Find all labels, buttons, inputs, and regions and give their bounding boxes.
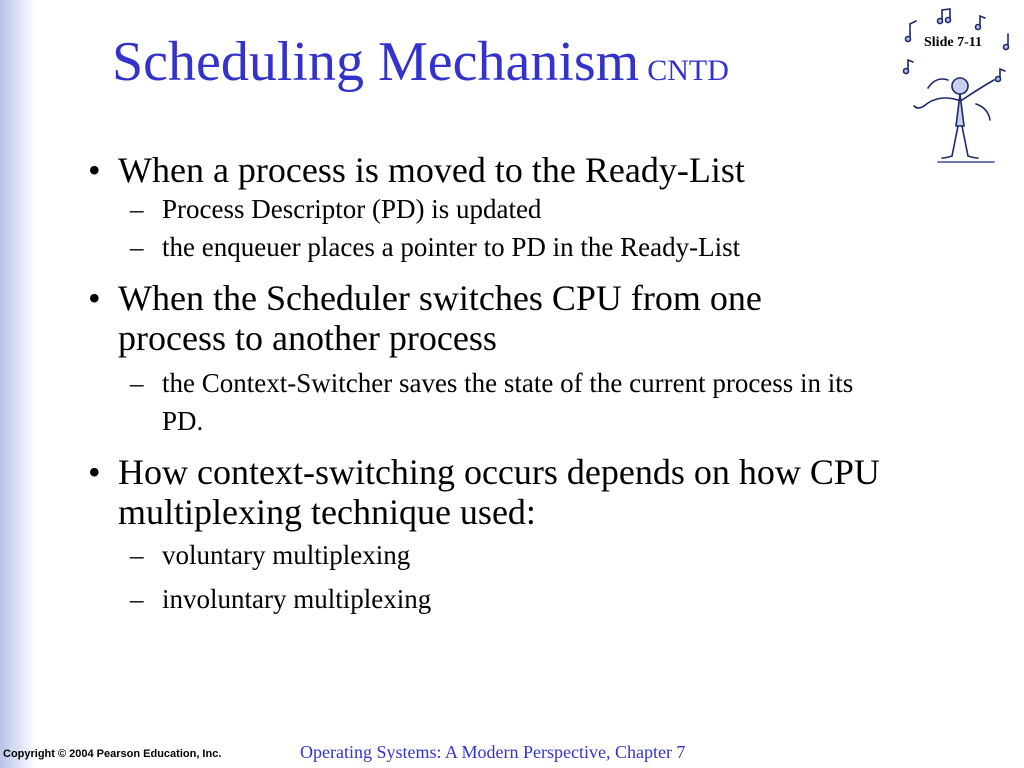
sub-bullet-2-1 [88, 364, 878, 440]
dash-icon: – [130, 540, 144, 570]
slide-title-suffix: CNTD [647, 54, 729, 87]
sub-bullet-2-1-text: the Context-Switcher saves the state of the current process in its PD. [162, 368, 854, 436]
bullet-3-text: How context-switching occurs depends on how CPU multiplexing technique used: [118, 452, 880, 532]
dash-icon: – [130, 368, 144, 398]
footer-book-title: Operating Systems: A Modern Perspective, Chapter 7 [300, 742, 686, 762]
sub-bullet-1-1-text: Process Descriptor (PD) is updated [162, 194, 542, 224]
bullet-3 [88, 452, 888, 532]
slide-number: Slide 7-11 [924, 35, 982, 50]
left-gradient-bar [0, 0, 36, 768]
sub-bullet-1-1 [88, 190, 918, 228]
dash-icon: – [130, 194, 144, 224]
sub-bullet-3-1 [88, 536, 918, 574]
dash-icon: – [130, 232, 144, 262]
copyright-notice: Copyright © 2004 Pearson Education, Inc. [3, 748, 222, 760]
bullet-icon: • [88, 150, 101, 190]
bullet-2 [88, 278, 878, 358]
bullet-2-text: When the Scheduler switches CPU from one process to another process [118, 278, 762, 358]
dancing-musician-logo-icon [898, 8, 1020, 170]
slide-title [112, 30, 729, 94]
sub-bullet-3-2-text: involuntary multiplexing [162, 584, 432, 614]
sub-bullet-1-2-text: the enqueuer places a pointer to PD in the Ready-List [162, 232, 741, 262]
sub-bullet-1-2 [88, 228, 918, 266]
slide-title-main: Scheduling Mechanism [112, 31, 640, 93]
bullet-icon: • [88, 452, 101, 492]
dash-icon: – [130, 584, 144, 614]
bullet-icon: • [88, 278, 101, 318]
sub-bullet-3-2 [88, 580, 918, 618]
slide-body [88, 150, 918, 618]
bullet-1 [88, 150, 918, 190]
sub-bullet-3-1-text: voluntary multiplexing [162, 540, 411, 570]
bullet-1-text: When a process is moved to the Ready-List [118, 150, 745, 190]
